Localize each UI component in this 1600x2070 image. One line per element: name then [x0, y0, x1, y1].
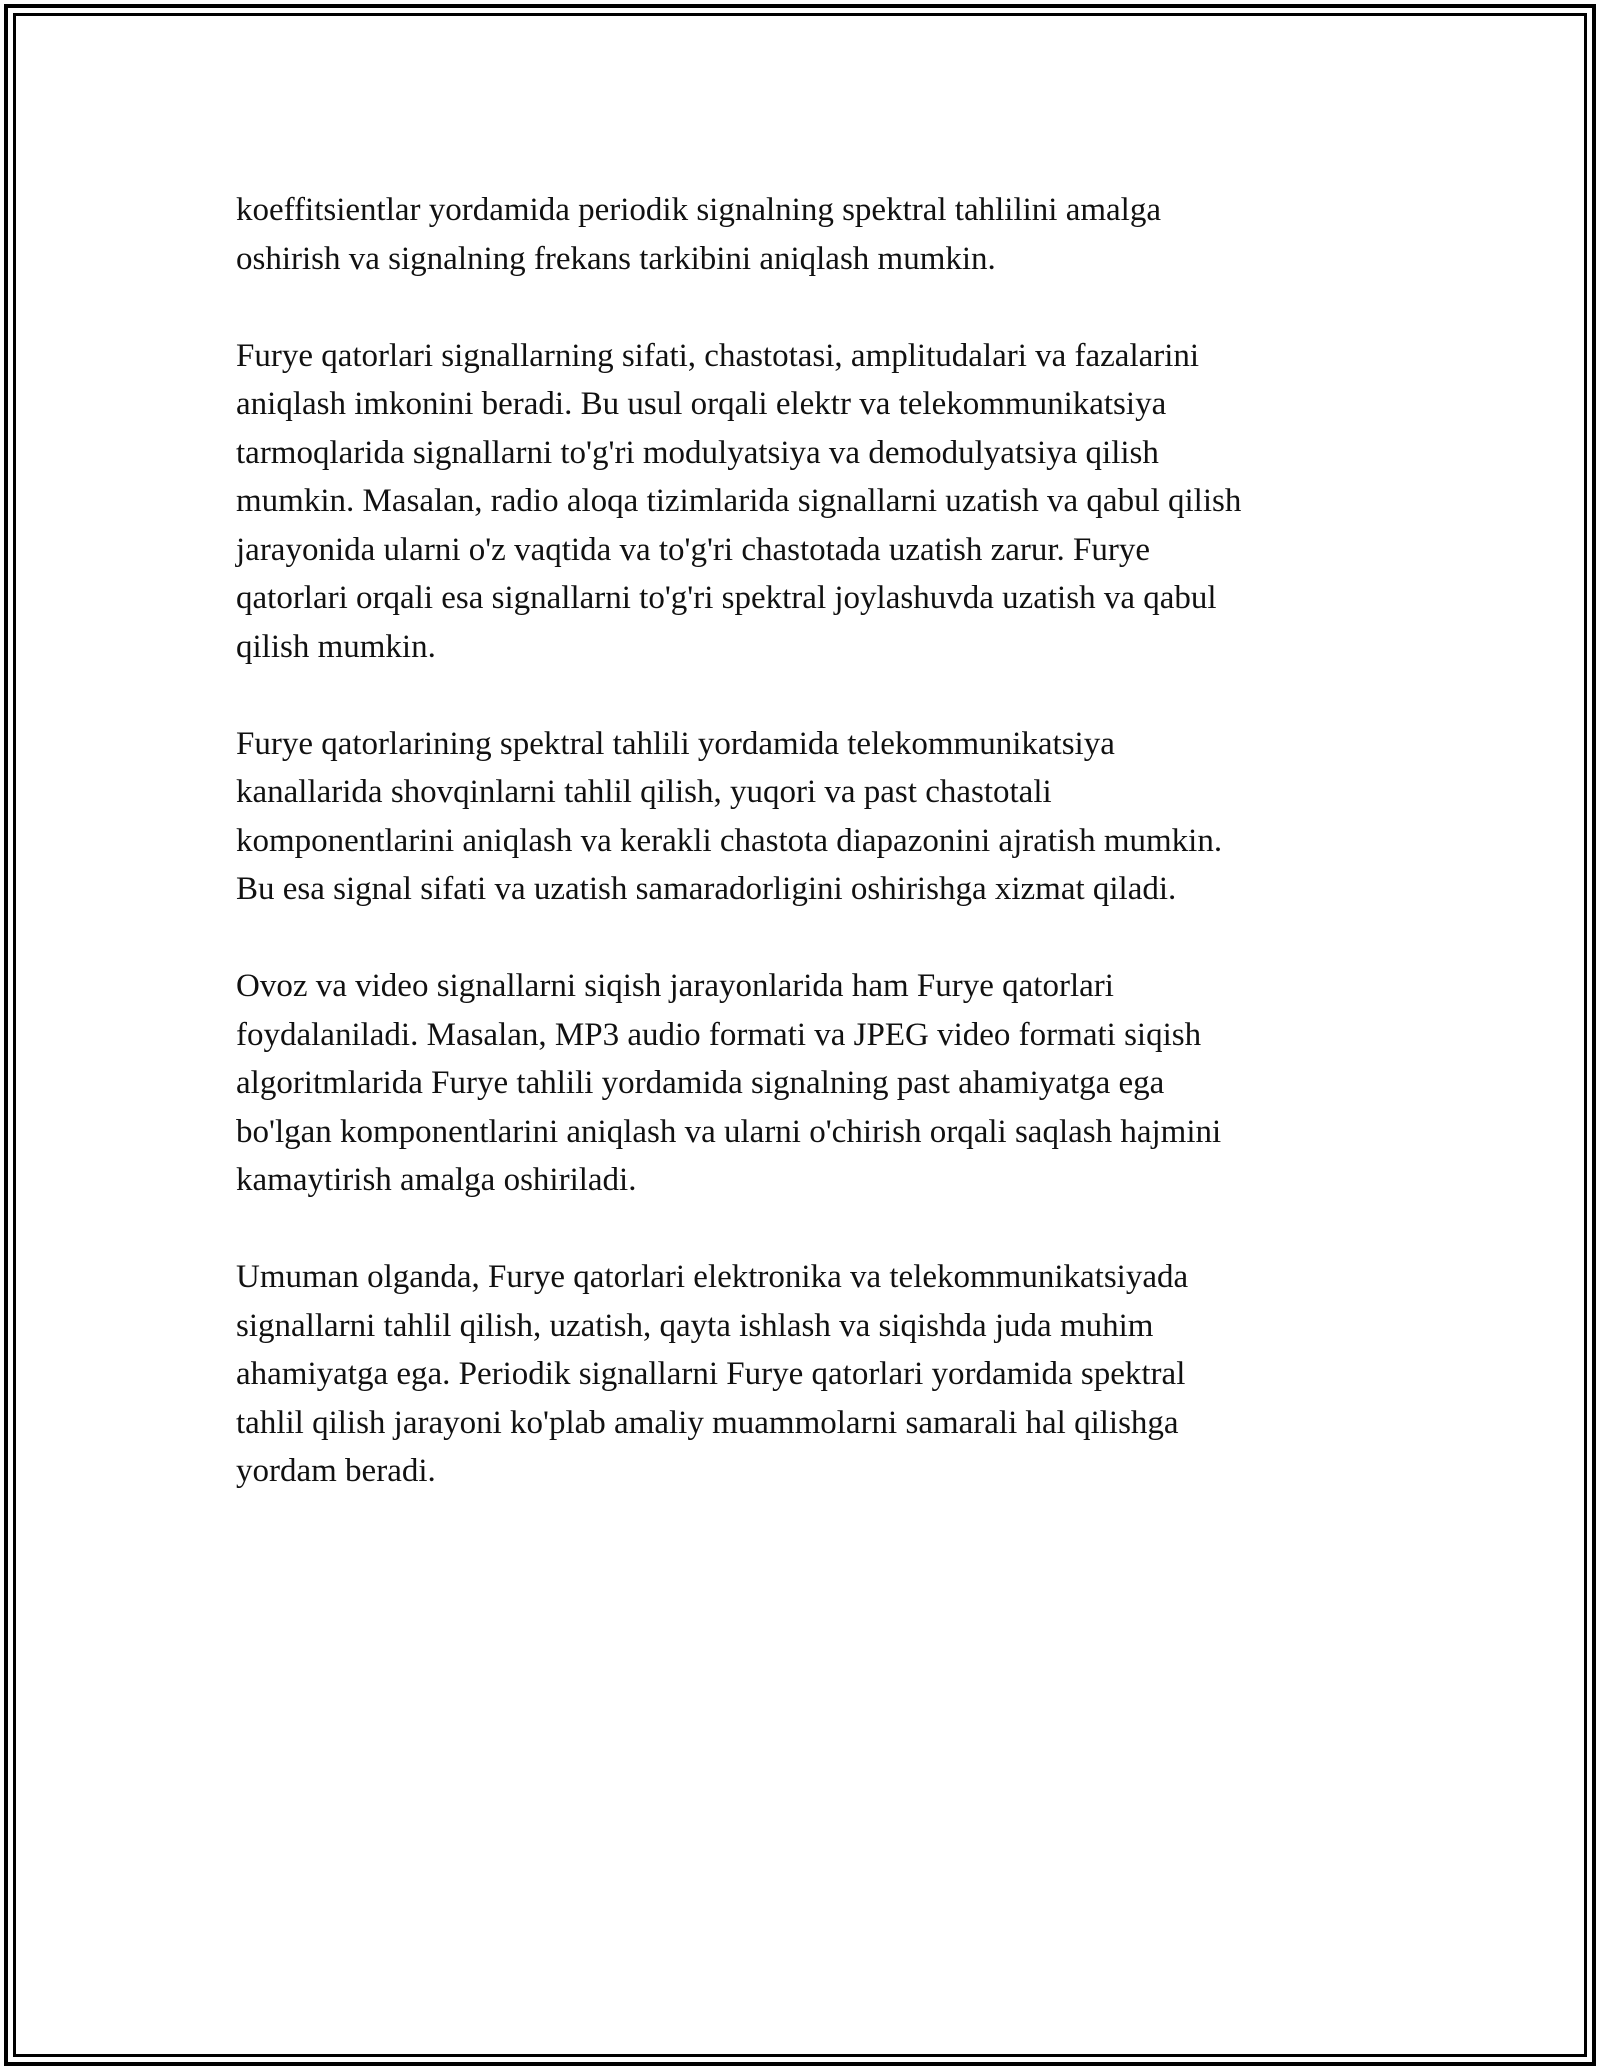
text-line: jarayonida ularni o'z vaqtida va to'g'ri chastotada uzatish zarur. Furye	[236, 531, 1151, 568]
text-line: Furye qatorlari signallarning sifati, chastotasi, amplitudalari va fazalarini	[236, 337, 1200, 374]
text-line: mumkin. Masalan, radio aloqa tizimlarida signallarni uzatish va qabul qilish	[236, 483, 1242, 519]
paragraph-spectral-analysis	[236, 186, 1406, 283]
text-line: Bu esa signal sifati va uzatish samaradorligini oshirishga xizmat qiladi.	[236, 871, 1177, 907]
text-line: oshirish va signalning frekans tarkibini aniqlash mumkin.	[236, 240, 996, 277]
paragraph-noise-analysis	[236, 720, 1406, 914]
paragraph-conclusion	[236, 1253, 1406, 1496]
text-line: Umuman olganda, Furye qatorlari elektronika va telekommunikatsiyada	[236, 1259, 1189, 1295]
paragraph-compression	[236, 962, 1406, 1205]
paragraph-signal-properties	[236, 332, 1406, 672]
text-line: yordam beradi.	[236, 1453, 436, 1489]
text-line: foydalaniladi. Masalan, MP3 audio formati va JPEG video formati siqish	[236, 1016, 1202, 1053]
text-line: tarmoqlarida signallarni to'g'ri modulyatsiya va demodulyatsiya qilish	[236, 434, 1159, 471]
text-line: Ovoz va video signallarni siqish jarayonlarida ham Furye qatorlari	[236, 968, 1114, 1004]
document-body	[236, 186, 1406, 1544]
text-line: komponentlarini aniqlash va kerakli chastota diapazonini ajratish mumkin.	[236, 822, 1223, 859]
text-line: bo'lgan komponentlarini aniqlash va ularni o'chirish orqali saqlash hajmini	[236, 1113, 1222, 1150]
text-line: kanallarida shovqinlarni tahlil qilish, yuqori va past chastotali	[236, 774, 1052, 810]
text-line: tahlil qilish jarayoni ko'plab amaliy muammolarni samarali hal qilishga	[236, 1404, 1179, 1441]
text-line: ahamiyatga ega. Periodik signallarni Furye qatorlari yordamida spektral	[236, 1356, 1186, 1392]
text-line: qilish mumkin.	[236, 628, 436, 665]
text-line: signallarni tahlil qilish, uzatish, qayta ishlash va siqishda juda muhim	[236, 1307, 1154, 1344]
text-line: algoritmlarida Furye tahlili yordamida signalning past ahamiyatga ega	[236, 1065, 1165, 1101]
text-line: Furye qatorlarining spektral tahlili yordamida telekommunikatsiya	[236, 725, 1115, 762]
text-line: qatorlari orqali esa signallarni to'g'ri spektral joylashuvda uzatish va qabul	[236, 580, 1217, 616]
text-line: koeffitsientlar yordamida periodik signalning spektral tahlilini amalga	[236, 192, 1161, 228]
text-line: aniqlash imkonini beradi. Bu usul orqali elektr va telekommunikatsiya	[236, 386, 1167, 422]
text-line: kamaytirish amalga oshiriladi.	[236, 1162, 637, 1198]
